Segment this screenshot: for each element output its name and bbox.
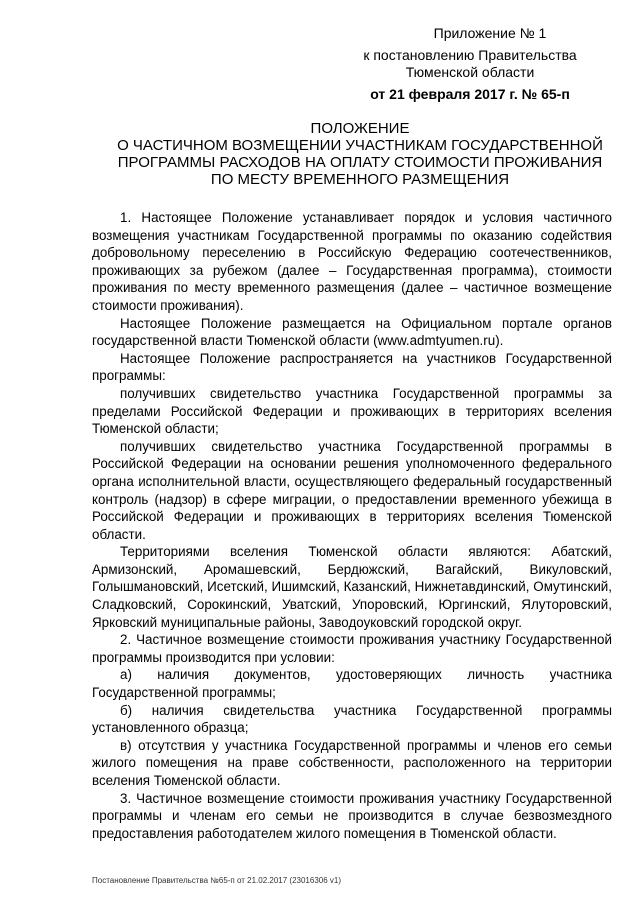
paragraph: Настоящее Положение размещается на Официальном портале органов государственной власти Тюменской области (www.admtyumen.ru).: [92, 315, 612, 349]
paragraph: Территориями вселения Тюменской области являются: Абатский, Армизонский, Аромашевский, Бердюжский, Вагайский, Викуловский, Голышмановский, Исетский, Ишимский, Казанский, Нижнетавдинский, Омутинский, Сладковский, Сорокинский, Уватский, Упоровский, Юргинский, Ялуторовский, Ярковский муниципальные районы, Заводоуковский городской округ.: [92, 544, 612, 630]
page-footer: Постановление Правительства №65-п от 21.02.2017 (23016306 v1): [92, 876, 342, 885]
paragraph: в) отсутствия у участника Государственной программы и членов его семьи жилого помещения на праве собственности, расположенного на территории вселения Тюменской области.: [92, 737, 612, 788]
document-subtitle-line-1: О ЧАСТИЧНОМ ВОЗМЕЩЕНИИ УЧАСТНИКАМ ГОСУДАРСТВЕННОЙ: [117, 137, 603, 154]
paragraph: 1. Настоящее Положение устанавливает порядок и условия частичного возмещения участникам Государственной программы по оказанию содействия добровольному переселению в Российскую Федерацию соотечественников, проживающих за рубежом (далее – Государственная программа), стоимости проживания по месту временного размещения (далее – частичное возмещение стоимости проживания).: [92, 210, 612, 313]
annex-date-number: от 21 февраля 2017 г. № 65-п: [370, 86, 570, 102]
paragraph: 3. Частичное возмещение стоимости проживания участнику Государственной программы и членам его семьи не производится в случае безвозмездного предоставления работодателем жилого помещения в Тюменской области.: [92, 790, 612, 841]
document-subtitle-line-3: ПО МЕСТУ ВРЕМЕННОГО РАЗМЕЩЕНИЯ: [210, 171, 510, 188]
document-subtitle-line-2: ПРОГРАММЫ РАСХОДОВ НА ОПЛАТУ СТОИМОСТИ ПРОЖИВАНИЯ: [117, 154, 603, 171]
document-body: [92, 209, 612, 842]
paragraph: Настоящее Положение распространяется на участников Государственной программы:: [92, 350, 612, 384]
document-title: ПОЛОЖЕНИЕ: [310, 120, 410, 137]
paragraph: 2. Частичное возмещение стоимости проживания участнику Государственной программы производится при условии:: [92, 632, 612, 665]
annex-reference: к постановлению Правительства: [363, 47, 577, 63]
paragraph: получивших свидетельство участника Государственной программы в Российской Федерации на основании решения уполномоченного федерального органа исполнительной власти, осуществляющего федеральный государственный контроль (надзор) в сфере миграции, о предоставлении временного убежища в Российской Федерации и проживающих в территориях вселения Тюменской области.: [92, 438, 612, 542]
paragraph: б) наличия свидетельства участника Государственной программы установленного образца;: [92, 702, 612, 736]
paragraph: получивших свидетельство участника Государственной программы за пределами Российской Федерации и проживающих в территориях вселения Тюменской области;: [92, 385, 612, 437]
paragraph: а) наличия документов, удостоверяющих личность участника Государственной программы;: [92, 667, 612, 701]
annex-region: Тюменской области: [405, 64, 535, 80]
annex-number: Приложение № 1: [433, 25, 547, 41]
